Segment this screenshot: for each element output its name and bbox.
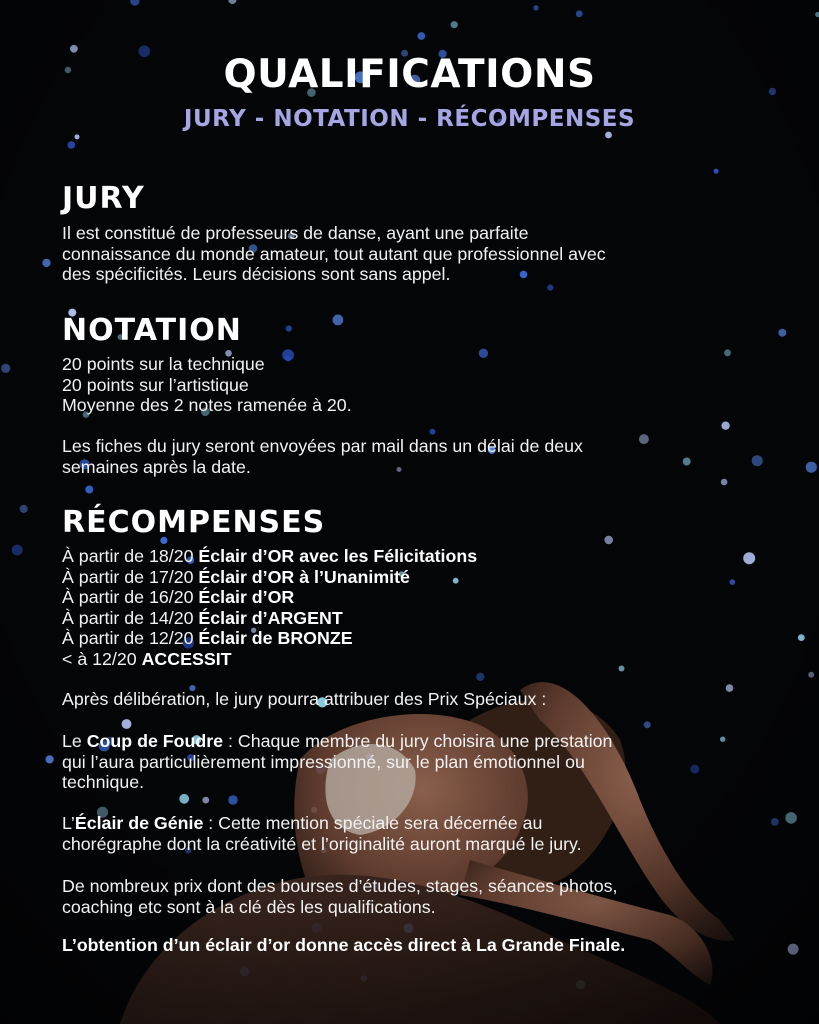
special-prizes-intro: [62, 689, 762, 710]
eclair-de-genie-text: [62, 813, 762, 854]
award-threshold: < à 12/20: [62, 648, 142, 669]
text-line: De nombreux prix dont des bourses d’études, stages, séances photos,: [62, 876, 618, 896]
award-name: ACCESSIT: [141, 648, 232, 669]
prize-name: Coup de Foudre: [86, 731, 224, 751]
text-line: Moyenne des 2 notes ramenée à 20.: [62, 395, 352, 415]
page-subtitle: JURY - NOTATION - RÉCOMPENSES: [183, 106, 636, 132]
text-line: coaching etc sont à la clé dès les qualifications.: [62, 896, 436, 917]
text-line: Après délibération, le jury pourra attribuer des Prix Spéciaux :: [62, 689, 547, 709]
text-line: Il est constitué de professeurs de danse, ayant une parfaite: [62, 223, 529, 243]
award-item: [62, 587, 762, 608]
grand-finale-note: L’obtention d’un éclair d’or donne accès direct à La Grande Finale.: [62, 935, 626, 955]
notation-note: [62, 436, 762, 477]
jury-text: [62, 223, 762, 285]
award-name: Éclair de BRONZE: [198, 628, 353, 648]
award-name: Éclair d’OR: [198, 587, 295, 607]
section-heading-recompenses: RÉCOMPENSES: [62, 505, 326, 540]
prize-name: Éclair de Génie: [74, 813, 204, 833]
text-line: qui l’aura particulièrement impressionné, sur le plan émotionnel ou: [62, 751, 585, 772]
award-item: [62, 628, 762, 649]
text-fragment: Le: [62, 731, 87, 751]
award-item: [62, 649, 762, 670]
text-line: [62, 813, 762, 834]
award-threshold: À partir de 17/20: [62, 566, 199, 587]
text-fragment: L’: [62, 813, 75, 833]
award-threshold: À partir de 18/20: [62, 546, 199, 566]
award-name: Éclair d’OR avec les Félicitations: [198, 546, 478, 566]
page-title: QUALIFICATIONS: [223, 52, 596, 97]
award-item: [62, 608, 762, 629]
award-item: [62, 567, 762, 588]
award-threshold: À partir de 14/20: [62, 607, 199, 628]
text-line: technique.: [62, 772, 145, 792]
award-threshold: À partir de 12/20: [62, 628, 199, 648]
text-line: semaines après la date.: [62, 456, 251, 477]
text-line: 20 points sur la technique: [62, 354, 265, 374]
award-threshold: À partir de 16/20: [62, 587, 199, 607]
text-line: [62, 731, 762, 752]
coup-de-foudre-text: [62, 731, 762, 793]
text-fragment: : Cette mention spéciale sera décernée au: [203, 813, 543, 833]
section-heading-notation: NOTATION: [62, 313, 242, 348]
awards-list: [62, 546, 762, 669]
text-line: des spécificités. Leurs décisions sont sans appel.: [62, 264, 451, 284]
text-line: 20 points sur l’artistique: [62, 374, 249, 395]
text-fragment: : Chaque membre du jury choisira une prestation: [223, 731, 613, 751]
text-line: chorégraphe dont la créativité et l’originalité auront marqué le jury.: [62, 833, 582, 854]
prizes-text: [62, 876, 762, 917]
text-line: Les fiches du jury seront envoyées par mail dans un délai de deux: [62, 436, 583, 456]
notation-text: [62, 354, 762, 416]
section-heading-jury: JURY: [62, 181, 145, 216]
award-name: Éclair d’OR à l’Unanimité: [198, 566, 410, 587]
award-name: Éclair d’ARGENT: [198, 607, 343, 628]
award-item: [62, 546, 762, 567]
text-line: connaissance du monde amateur, tout autant que professionnel avec: [62, 243, 606, 264]
final-note: [62, 935, 762, 956]
